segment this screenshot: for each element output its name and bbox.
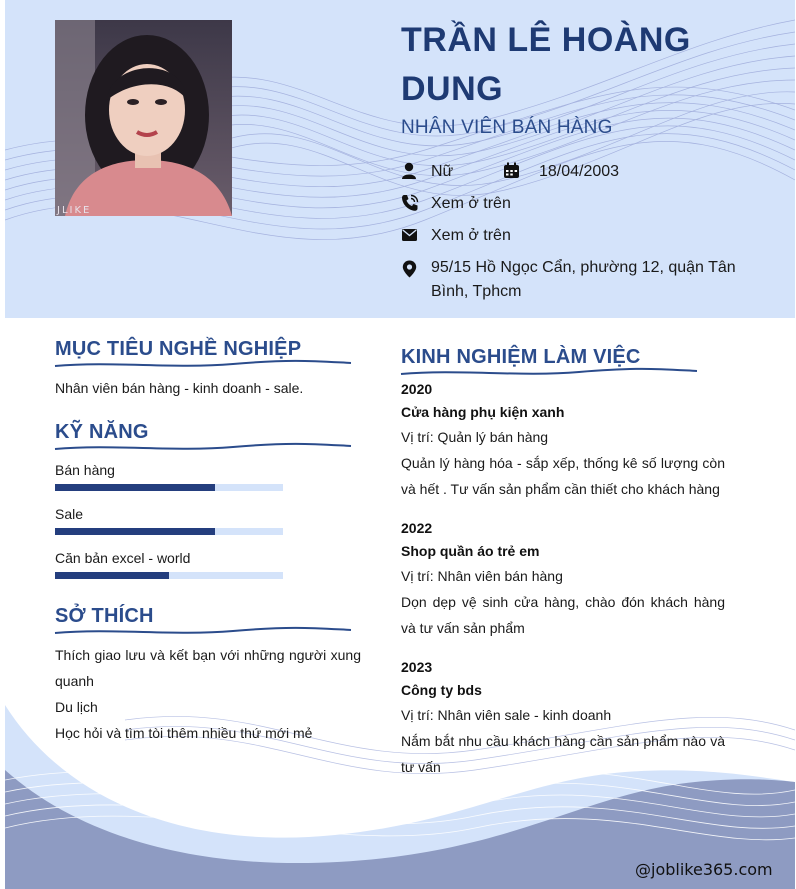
calendar-icon — [503, 162, 521, 180]
address-value: 95/15 Hồ Ngọc Cẩn, phường 12, quận Tân Bình, Tphcm — [431, 259, 736, 300]
experience-position: Vị trí: Quản lý bán hàng — [401, 429, 549, 445]
experience-company: Cửa hàng phụ kiện xanh — [401, 404, 565, 420]
experience-year: 2022 — [401, 520, 433, 536]
experience-description: Dọn dẹp vệ sinh cửa hàng, chào đón khách hàng và tư vấn sản phẩm — [401, 594, 725, 636]
hobbies-underline — [53, 625, 353, 637]
experience-position: Vị trí: Nhân viên bán hàng — [401, 568, 563, 584]
skills-heading: KỸ NĂNG — [55, 421, 149, 443]
skill-name: Căn bản excel - world — [55, 550, 191, 566]
hobby-item: Du lịch — [55, 699, 98, 715]
candidate-name: TRẦN LÊ HOÀNG DUNG — [401, 21, 691, 108]
profile-photo — [55, 20, 232, 216]
photo-watermark: JLIKE — [57, 205, 92, 216]
experience-year: 2023 — [401, 659, 433, 675]
experience-position: Vị trí: Nhân viên sale - kinh doanh — [401, 707, 612, 723]
experience-description: Quản lý hàng hóa - sắp xếp, thống kê số lượng còn và hết . Tư vấn sản phẩm cần thiết cho khách hàng — [401, 455, 725, 497]
job-title: NHÂN VIÊN BÁN HÀNG — [401, 117, 613, 138]
birthday-value: 18/04/2003 — [539, 163, 620, 180]
skill-bar-track — [55, 484, 283, 491]
cv-page — [5, 0, 795, 889]
experience-company: Shop quần áo trẻ em — [401, 543, 540, 559]
experience-description: Nắm bắt nhu cầu khách hàng cần sản phẩm nào và tư vấn — [401, 733, 725, 775]
objective-text: Nhân viên bán hàng - kinh doanh - sale. — [55, 380, 304, 396]
gender-value: Nữ — [431, 163, 454, 180]
phone-icon — [401, 194, 419, 212]
skills-underline — [53, 441, 353, 453]
objective-underline — [53, 358, 353, 370]
skill-bar-fill — [55, 484, 215, 491]
map-pin-icon — [401, 260, 419, 278]
experience-year: 2020 — [401, 381, 433, 397]
skill-bar-fill — [55, 528, 215, 535]
skill-bar-fill — [55, 572, 169, 579]
hobbies-heading: SỞ THÍCH — [55, 605, 154, 627]
phone-value: Xem ở trên — [431, 195, 511, 212]
objective-heading: MỤC TIÊU NGHỀ NGHIỆP — [55, 338, 302, 360]
user-icon — [401, 162, 419, 180]
skill-name: Sale — [55, 506, 84, 522]
skill-name: Bán hàng — [55, 462, 115, 478]
skill-bar-track — [55, 572, 283, 579]
skill-bar-track — [55, 528, 283, 535]
experience-underline — [399, 366, 699, 378]
footer-brand: @joblike365.com — [635, 860, 773, 879]
experience-company: Công ty bds — [401, 682, 482, 698]
experience-heading: KINH NGHIỆM LÀM VIỆC — [401, 346, 641, 368]
hobby-item: Thích giao lưu và kết bạn với những người xung quanh — [55, 647, 361, 689]
email-value: Xem ở trên — [431, 227, 511, 244]
envelope-icon — [401, 226, 419, 244]
hobby-item: Học hỏi và tìm tòi thêm nhiều thứ mới mẻ — [55, 725, 313, 741]
